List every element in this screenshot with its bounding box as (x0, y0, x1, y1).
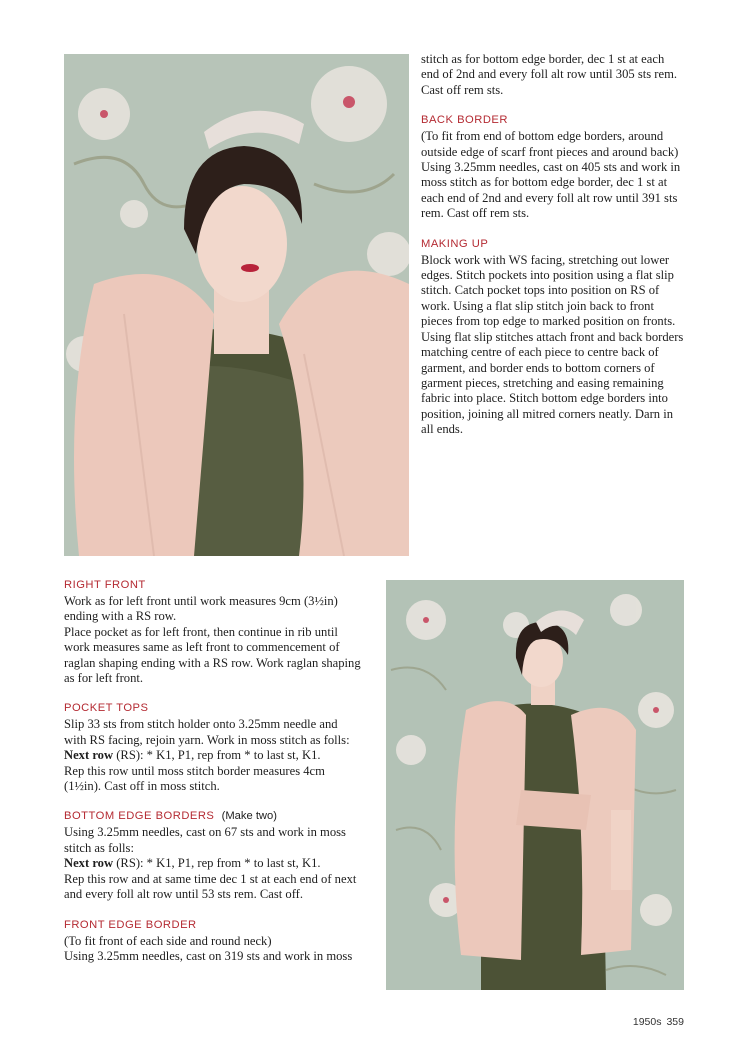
text-line: with RS facing, rejoin yarn. Work in moss stitch as folls: (64, 732, 350, 747)
text-line: work measures same as left front to commencement of (64, 640, 340, 655)
text-line: edges. Stitch pockets into position using a flat slip (421, 268, 674, 283)
text-line: Work as for left front until work measures 9cm (3½in) (64, 594, 338, 608)
text-line: work. Using a flat slip stitch join back to front (421, 298, 654, 313)
text-line: (To fit from end of bottom edge borders, around (421, 129, 664, 144)
right-front-text (64, 594, 364, 686)
text-line: Using 3.25mm needles, cast on 67 sts and work in moss (64, 825, 346, 840)
text-line: garment, and border ends to bottom corners of (421, 360, 655, 375)
text-line: Cast off rem sts. (421, 82, 504, 97)
text-line: as for left front. (64, 671, 144, 686)
text-line: garment pieces, stretching and easing remaining (421, 375, 664, 390)
text-line: (1½in). Cast off in moss stitch. (64, 779, 220, 794)
heading-note: (Make two) (221, 810, 277, 823)
text-line: stitch. Catch pocket tops into position on RS of (421, 283, 660, 298)
text-line: Using 3.25mm needles, cast on 405 sts and work in (421, 160, 681, 175)
text-line: Rep this row until moss stitch border measures 4cm (64, 763, 325, 778)
text-line: Using 3.25mm needles, cast on 319 sts and work in moss (64, 948, 353, 963)
photo-woman-in-pink-shawl-closeup (64, 54, 409, 556)
section-heading-back-border: BACK BORDER (421, 114, 508, 127)
text-line: matching centre of each piece to centre back of (421, 345, 659, 360)
heading-label: BOTTOM EDGE BORDERS (64, 810, 215, 823)
row-text: (RS): * K1, P1, rep from * to last st, K1. (113, 748, 321, 763)
text-line: raglan shaping ending with a RS row. Work raglan shaping (64, 655, 361, 670)
row-label: Next row (64, 748, 114, 763)
section-heading-pocket-tops: POCKET TOPS (64, 702, 149, 715)
text-line: position, joining all mitred corners neatly. Darn in (421, 406, 674, 421)
section-heading-right-front: RIGHT FRONT (64, 579, 146, 591)
text-line: outside edge of scarf front pieces and around back) (421, 144, 679, 159)
text-line: end of 2nd and every foll alt row until 305 sts rem. (421, 67, 678, 82)
text-line: ending with a RS row. (64, 609, 177, 624)
section-heading-bottom-edge-borders (64, 809, 364, 824)
back-border-text (421, 129, 689, 221)
section-heading-making-up: MAKING UP (421, 237, 489, 250)
text-line: rem. Cast off rem sts. (421, 206, 530, 221)
text-line: Block work with WS facing, stretching out lower (421, 252, 670, 267)
bottom-edge-borders-text (64, 825, 364, 902)
pattern-row-instruction (64, 856, 364, 871)
text-line: all ends. (421, 422, 463, 437)
pattern-row-instruction (64, 748, 364, 763)
text-line: fabric into place. Stitch bottom edge borders into (421, 391, 668, 406)
text-line: and every foll alt row until 53 sts rem. Cast off. (64, 887, 304, 902)
text-line: pieces from top edge to marked position on fronts. (421, 314, 676, 329)
photo-woman-in-pink-shawl-full (386, 580, 684, 990)
text-line: each end of 2nd and every foll alt row until 391 sts (421, 190, 678, 205)
page-number: 359 (666, 1016, 684, 1028)
front-edge-border-text (64, 934, 364, 965)
row-text: (RS): * K1, P1, rep from * to last st, K1. (113, 856, 321, 871)
section-label: 1950s (632, 1016, 662, 1028)
text-line: (To fit front of each side and round neck) (64, 933, 272, 948)
text-line: Using flat slip stitches attach front and back borders (421, 329, 684, 344)
pocket-tops-text (64, 717, 364, 794)
page-footer (628, 1016, 684, 1028)
text-line: Slip 33 sts from stitch holder onto 3.25mm needle and (64, 717, 338, 732)
text-line: stitch as for bottom edge border, dec 1 st at each (421, 52, 665, 66)
text-line: Rep this row and at same time dec 1 st at each end of next (64, 871, 357, 886)
text-line: moss stitch as for bottom edge border, dec 1 st at (421, 175, 668, 190)
text-line: stitch as folls: (64, 840, 134, 855)
left-text-column (64, 578, 364, 964)
section-heading-front-edge-border: FRONT EDGE BORDER (64, 918, 197, 931)
right-text-column (421, 52, 689, 438)
continuation-text (421, 52, 689, 98)
row-label: Next row (64, 856, 114, 871)
text-line: Place pocket as for left front, then continue in rib until (64, 624, 338, 639)
making-up-text (421, 253, 689, 438)
